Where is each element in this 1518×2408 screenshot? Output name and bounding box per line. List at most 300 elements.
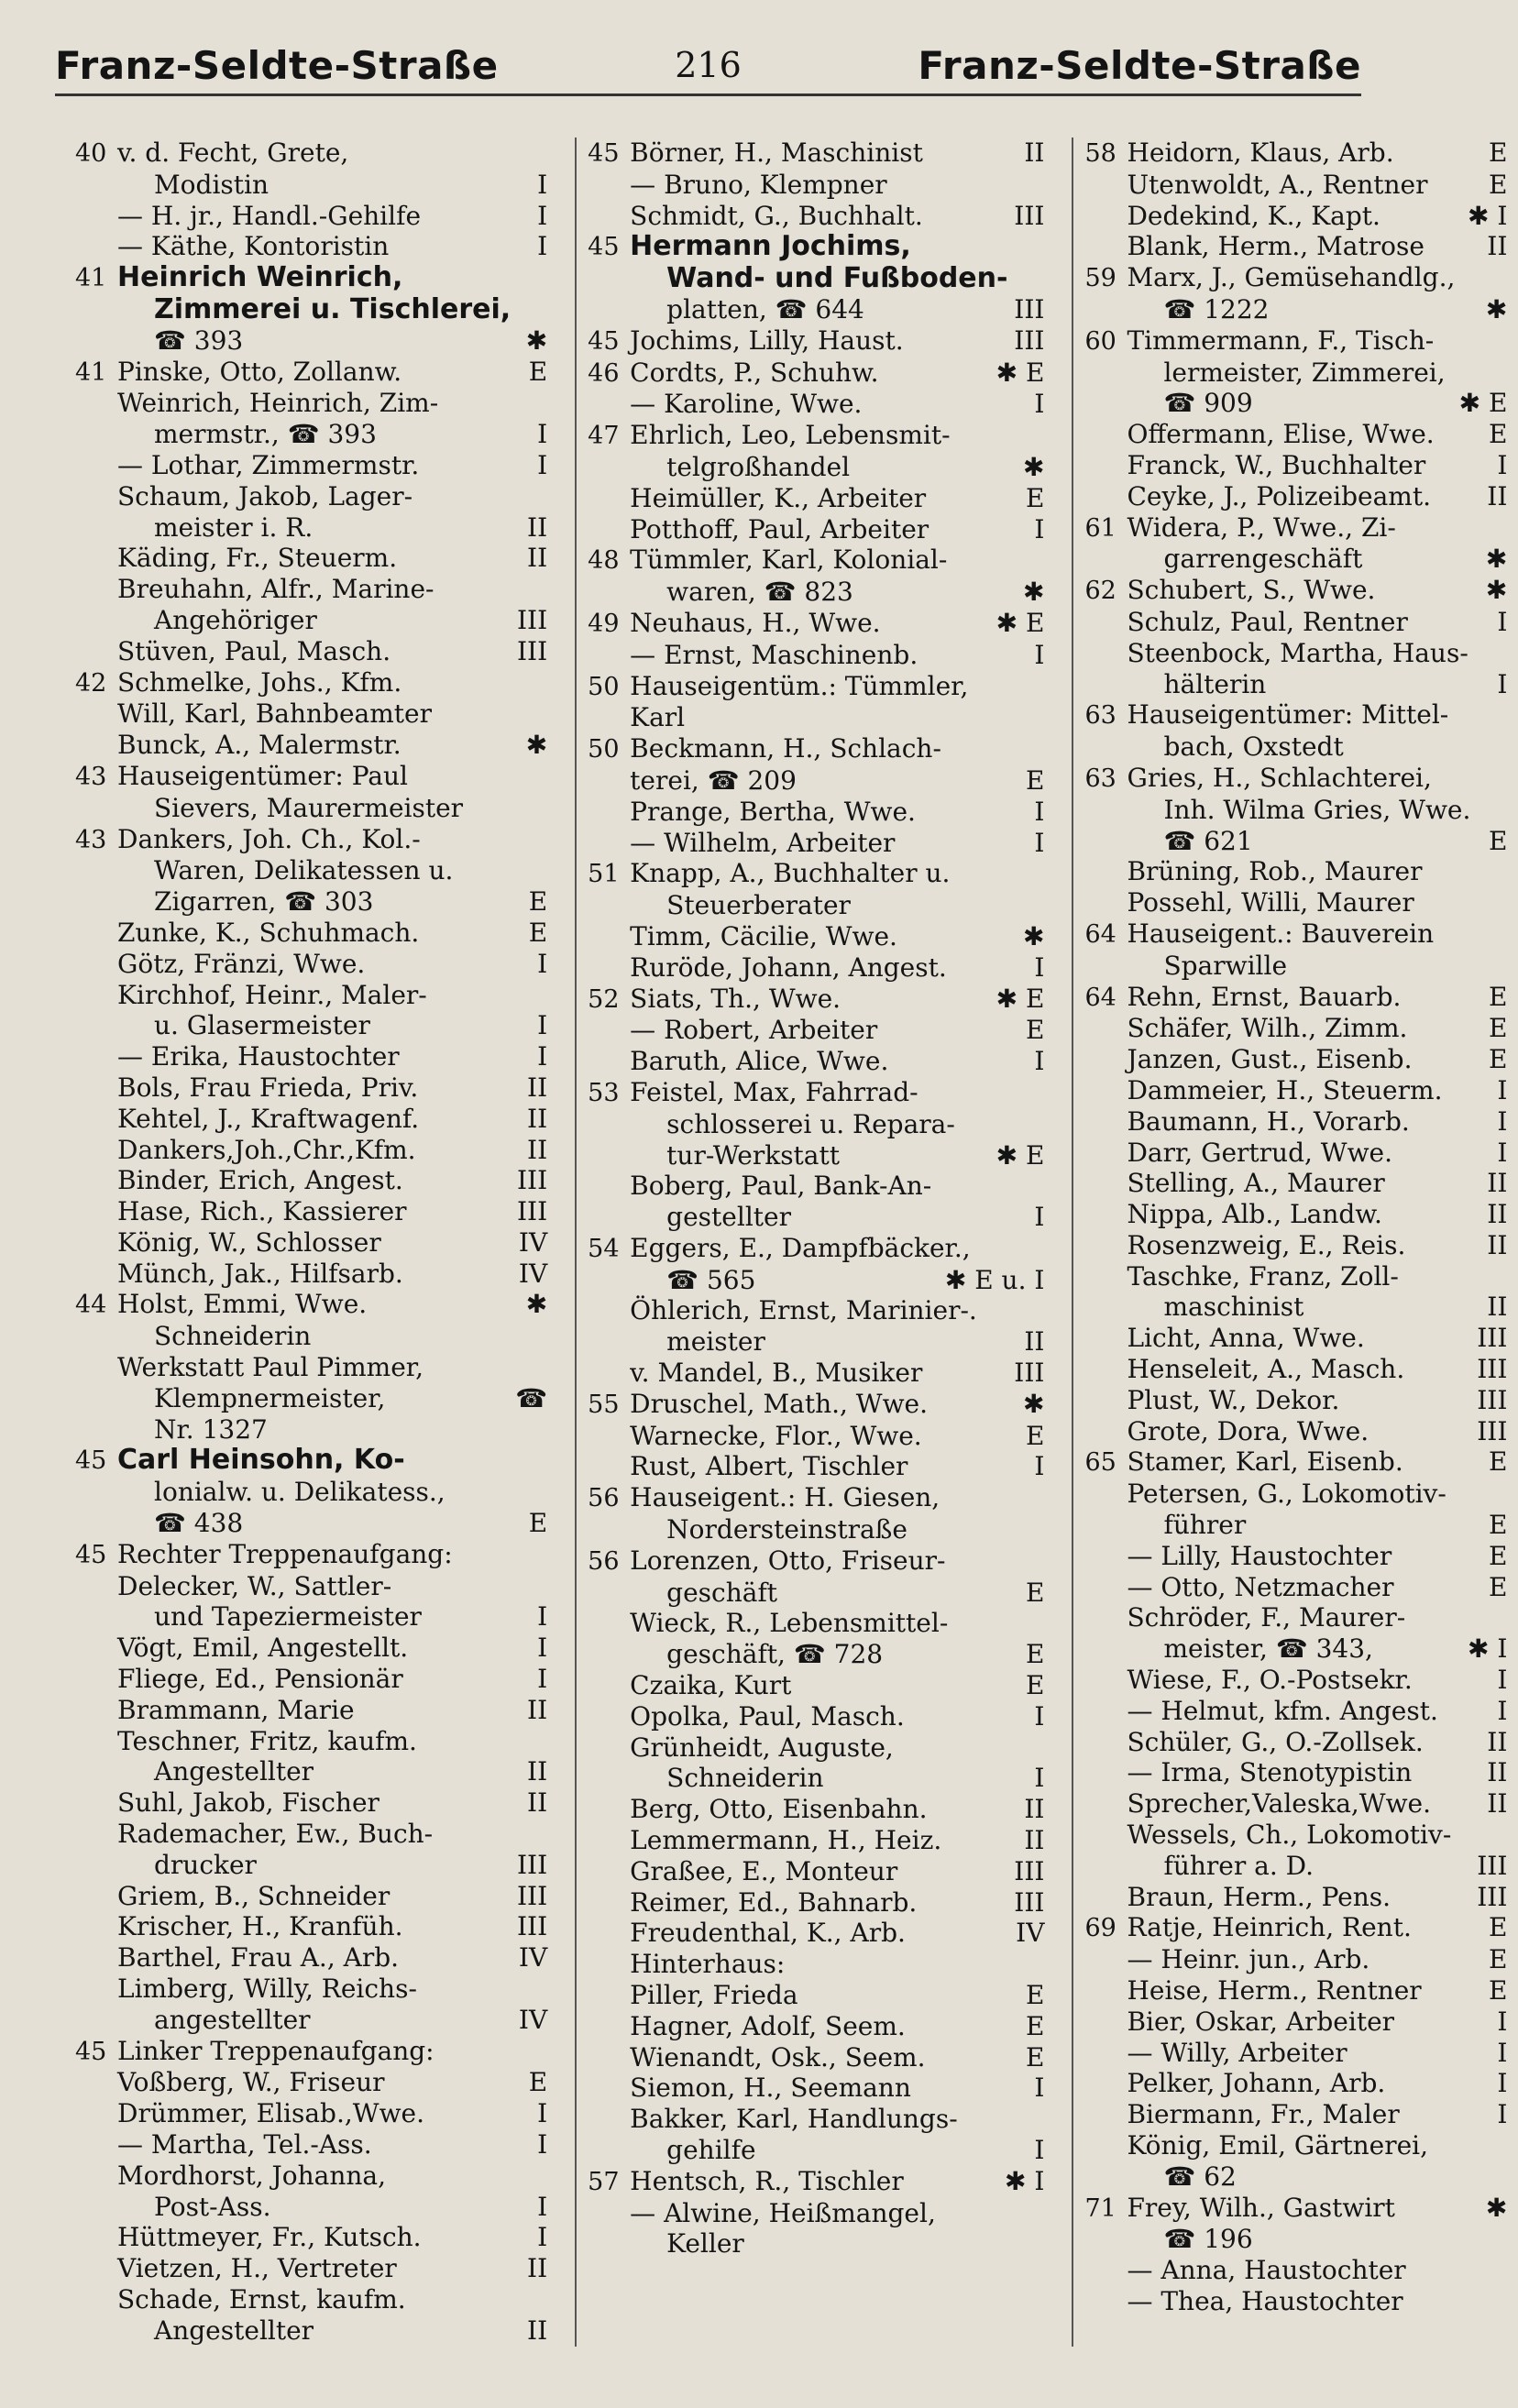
entry-text: Post-Ass.	[154, 2191, 271, 2222]
entry-row	[75, 2253, 547, 2284]
floor-mark: ✱	[1022, 577, 1045, 608]
entry-text: Ruröde, Johann, Angest.	[630, 951, 947, 983]
entry-row	[75, 2192, 547, 2223]
entry-text: Timm, Cäcilie, Wwe.	[630, 920, 897, 951]
entry-text: geschäft, ☎ 728	[666, 1639, 884, 1670]
entry-text: Barthel, Frau A., Arb.	[117, 1942, 400, 1974]
entry-text: Piller, Frieda	[630, 1980, 798, 2011]
house-number: 48	[588, 546, 620, 576]
floor-mark: ✱	[525, 324, 548, 356]
floor-mark: I	[1497, 1137, 1508, 1168]
entry-row	[588, 1046, 1044, 1077]
entry-text: Baumann, H., Vorarb.	[1127, 1105, 1410, 1137]
entry-text: Hase, Rich., Kassierer	[117, 1196, 407, 1227]
entry-row	[588, 544, 1044, 577]
house-number: 55	[588, 1390, 620, 1419]
entry-row	[75, 2098, 547, 2129]
entry-row	[588, 797, 1044, 828]
entry-text: — H. jr., Handl.-Gehilfe	[117, 200, 422, 231]
entry-text: Hauseigentüm.: Tümmler,	[630, 670, 969, 701]
entry-row	[75, 1135, 547, 1166]
house-number: 49	[588, 609, 620, 638]
entry-row	[588, 1482, 1044, 1514]
entry-row	[1084, 1446, 1507, 1479]
floor-mark: E	[528, 356, 548, 387]
floor-mark: E	[1026, 482, 1045, 513]
floor-mark: E	[1488, 1571, 1508, 1602]
entry-row	[1084, 419, 1507, 450]
entry-row	[1084, 2161, 1507, 2193]
floor-mark: I	[1034, 951, 1045, 983]
entry-text: Schröder, F., Maurer-	[1127, 1602, 1406, 1633]
entry-row	[1084, 856, 1507, 887]
entry-text: drucker	[154, 1849, 257, 1880]
entry-row	[1084, 1882, 1507, 1913]
entry-row	[1084, 1479, 1507, 1510]
floor-mark: E	[1488, 137, 1508, 168]
entry-row	[588, 1578, 1044, 1609]
house-number: 71	[1084, 2194, 1116, 2223]
entry-text: Hauseigent.: H. Giesen,	[630, 1482, 940, 1513]
entry-row	[75, 574, 547, 605]
entry-row	[1084, 1944, 1507, 1975]
entry-text: Heidorn, Klaus, Arb.	[1127, 137, 1394, 168]
entry-row	[75, 1601, 547, 1633]
entry-text: Schaum, Jakob, Lager-	[117, 480, 413, 511]
floor-mark: E	[528, 917, 548, 948]
entry-text: Knapp, A., Buchhalter u.	[630, 858, 951, 889]
entry-row	[1084, 2007, 1507, 2038]
entry-text: Drümmer, Elisab.,Wwe.	[117, 2098, 425, 2129]
page-number: 216	[675, 45, 742, 85]
entry-row	[75, 1445, 547, 1477]
entry-text: Voßberg, W., Friseur	[117, 2067, 385, 2098]
entry-text: telgroßhandel	[666, 451, 851, 482]
entry-text: Opolka, Paul, Masch.	[630, 1700, 905, 1732]
entry-row	[1084, 1354, 1507, 1385]
entry-row	[588, 2198, 1044, 2229]
floor-mark: III	[516, 604, 548, 635]
entry-text: Tümmler, Karl, Kolonial-	[630, 544, 948, 576]
entry-text: Siats, Th., Wwe.	[630, 983, 842, 1014]
entry-text: Angestellter	[154, 1756, 314, 1787]
entry-row	[1084, 826, 1507, 857]
entry-row	[1084, 1757, 1507, 1788]
entry-text: Hagner, Adolf, Seem.	[630, 2010, 906, 2041]
entry-text: Wessels, Ch., Lokomotiv-	[1127, 1820, 1452, 1851]
floor-mark: III	[1014, 200, 1045, 231]
entry-row	[75, 201, 547, 232]
entry-row	[588, 858, 1044, 890]
entry-row	[1084, 1199, 1507, 1230]
floor-mark: I	[537, 200, 548, 231]
entry-text: — Erika, Haustochter	[117, 1041, 400, 1072]
entry-row	[588, 921, 1044, 952]
entry-text: Heimüller, K., Arbeiter	[630, 482, 927, 513]
entry-text: Neuhaus, H., Wwe.	[630, 607, 881, 638]
entry-text: Reimer, Ed., Bahnarb.	[630, 1886, 918, 1918]
floor-mark: ✱ E	[996, 607, 1045, 638]
entry-text: führer	[1163, 1510, 1247, 1541]
entry-text: Vögt, Emil, Angestellt.	[117, 1633, 409, 1664]
floor-mark: I	[1034, 796, 1045, 827]
entry-text: terei, ☎ 209	[630, 764, 797, 796]
floor-mark: E	[1488, 169, 1508, 200]
entry-text: Warnecke, Flor., Wwe.	[630, 1420, 922, 1451]
entry-text: Nr. 1327	[154, 1413, 268, 1445]
entry-text: — Karoline, Wwe.	[630, 389, 863, 420]
entry-row	[75, 855, 547, 886]
entry-row	[1084, 575, 1507, 607]
entry-row	[588, 1077, 1044, 1109]
entry-row	[1084, 1665, 1507, 1696]
entry-row	[1084, 982, 1507, 1014]
floor-mark: III	[1014, 1855, 1045, 1886]
floor-mark: II	[527, 2315, 548, 2346]
floor-mark: I	[537, 1010, 548, 1041]
floor-mark: II	[1024, 1825, 1045, 1856]
entry-text: Dankers, Joh. Ch., Kol.-	[117, 823, 421, 854]
entry-text: Käding, Fr., Steuerm.	[117, 543, 398, 574]
entry-row	[1084, 357, 1507, 389]
floor-mark: E	[1026, 1577, 1045, 1608]
entry-row	[588, 1856, 1044, 1887]
floor-mark: II	[1487, 1229, 1508, 1260]
floor-mark: E	[1026, 1015, 1045, 1046]
house-number: 63	[1084, 764, 1116, 793]
entry-row	[75, 450, 547, 481]
house-number: 58	[1084, 139, 1116, 168]
entry-text: — Heinr. jun., Arb.	[1127, 1944, 1370, 1975]
entry-row	[1084, 1541, 1507, 1572]
entry-text: lonialw. u. Delikatess.,	[154, 1477, 446, 1508]
entry-text: — Willy, Arbeiter	[1127, 2037, 1348, 2068]
entry-text: Weinrich, Heinrich, Zim-	[117, 388, 439, 419]
entry-text: Beckmann, H., Schlach-	[630, 733, 941, 764]
entry-row	[1084, 1696, 1507, 1727]
entry-text: Stelling, A., Maurer	[1127, 1168, 1385, 1199]
house-number: 62	[1084, 577, 1116, 606]
floor-mark: E	[1026, 764, 1045, 796]
entry-text: Wiese, F., O.-Postsekr.	[1127, 1665, 1413, 1696]
floor-mark: IV	[518, 1226, 548, 1258]
entry-text: Krischer, H., Kranfüh.	[117, 1911, 403, 1942]
entry-text: ☎ 621	[1163, 825, 1253, 856]
house-number: 45	[75, 2037, 107, 2066]
entry-text: Schäfer, Wilh., Zimm.	[1127, 1013, 1408, 1044]
entry-text: Possehl, Willi, Maurer	[1127, 887, 1414, 918]
entry-text: waren, ☎ 823	[666, 577, 853, 608]
floor-mark: ✱ I	[1467, 1633, 1508, 1665]
floor-mark: I	[537, 1664, 548, 1695]
entry-text: führer a. D.	[1163, 1850, 1314, 1881]
entry-row	[1084, 669, 1507, 700]
floor-mark: II	[1024, 1794, 1045, 1825]
entry-row	[1084, 918, 1507, 951]
entry-row	[588, 1949, 1044, 1980]
entry-row	[1084, 1510, 1507, 1541]
entry-row	[588, 389, 1044, 420]
entry-row	[1084, 607, 1507, 638]
floor-mark: I	[537, 449, 548, 480]
entry-row	[75, 1227, 547, 1259]
entry-text: meister i. R.	[154, 511, 314, 543]
floor-mark: E	[528, 886, 548, 918]
entry-text: Baruth, Alice, Wwe.	[630, 1046, 889, 1077]
column-3	[1072, 137, 1518, 2347]
entry-text: — Irma, Stenotypistin	[1127, 1757, 1413, 1788]
entry-row	[588, 1887, 1044, 1919]
entry-text: Ceyke, J., Polizeibeamt.	[1127, 480, 1431, 511]
entry-text: — Helmut, kfm. Angest.	[1127, 1695, 1438, 1726]
entry-text: Lorenzen, Otto, Friseur-	[630, 1545, 946, 1576]
entry-text: König, Emil, Gärtnerei,	[1127, 2130, 1429, 2161]
floor-mark: III	[1477, 1881, 1508, 1912]
entry-text: Suhl, Jakob, Fischer	[117, 1787, 380, 1819]
entry-row	[75, 918, 547, 949]
floor-mark: III	[516, 1196, 548, 1227]
entry-row	[75, 1633, 547, 1664]
house-number: 69	[1084, 1914, 1116, 1943]
floor-mark: E	[1488, 1510, 1508, 1541]
floor-mark: ✱	[1485, 544, 1508, 575]
floor-mark: ✱	[1485, 293, 1508, 324]
entry-row	[1084, 763, 1507, 795]
entry-text: Angestellter	[154, 2315, 314, 2346]
entry-text: Berg, Otto, Eisenbahn.	[630, 1794, 928, 1825]
entry-row	[588, 1514, 1044, 1545]
floor-mark: II	[1487, 231, 1508, 262]
house-number: 46	[588, 358, 620, 388]
entry-row	[1084, 2068, 1507, 2099]
entry-row	[75, 636, 547, 667]
entry-row	[75, 1196, 547, 1227]
floor-mark: I	[1497, 668, 1508, 699]
entry-text: Hauseigentümer: Paul	[117, 760, 408, 791]
entry-row	[588, 231, 1044, 263]
entry-text: Nippa, Alb., Landw.	[1127, 1199, 1382, 1230]
entry-row	[75, 231, 547, 262]
entry-row	[1084, 201, 1507, 232]
entry-row	[588, 137, 1044, 170]
entry-row	[1084, 1385, 1507, 1416]
entry-text: Jochims, Lilly, Haust.	[630, 324, 904, 356]
entry-row	[588, 1451, 1044, 1482]
entry-text: Modistin	[154, 169, 270, 200]
floor-mark: III	[516, 635, 548, 666]
floor-mark: E	[1026, 1670, 1045, 1701]
floor-mark: E	[1488, 1540, 1508, 1571]
entry-row	[588, 1763, 1044, 1794]
floor-mark: III	[1014, 1358, 1045, 1389]
entry-text: Gries, H., Schlachterei,	[1127, 762, 1432, 793]
house-number: 50	[588, 735, 620, 764]
entry-text: Freudenthal, K., Arb.	[630, 1918, 906, 1949]
floor-mark: I	[1034, 639, 1045, 670]
entry-row	[75, 1881, 547, 1912]
entry-text: — Martha, Tel.-Ass.	[117, 2129, 372, 2160]
entry-text: — Ernst, Maschinenb.	[630, 639, 918, 670]
entry-text: Rosenzweig, E., Reis.	[1127, 1229, 1406, 1260]
street-title-right: Franz-Seldte-Straße	[918, 42, 1361, 88]
entry-row	[588, 577, 1044, 608]
entry-text: ☎ 196	[1163, 2224, 1253, 2255]
entry-row	[588, 452, 1044, 483]
floor-mark: II	[1487, 1726, 1508, 1757]
entry-text: Hüttmeyer, Fr., Kutsch.	[117, 2222, 422, 2253]
entry-row	[75, 1942, 547, 1974]
entry-text: Hauseigent.: Bauverein	[1127, 918, 1435, 949]
floor-mark: I	[1497, 1105, 1508, 1137]
entry-row	[588, 1825, 1044, 1856]
entry-text: maschinist	[1163, 1292, 1304, 1323]
entry-row	[588, 2135, 1044, 2166]
entry-row	[588, 263, 1044, 294]
entry-row	[1084, 388, 1507, 419]
entry-text: Feistel, Max, Fahrrad-	[630, 1076, 918, 1107]
page-header	[55, 37, 1361, 96]
floor-mark: I	[1497, 606, 1508, 637]
house-number: 45	[75, 1540, 107, 1569]
entry-row	[75, 2067, 547, 2098]
floor-mark: ✱	[1022, 1388, 1045, 1419]
floor-mark: E	[1488, 1944, 1508, 1975]
entry-text: Taschke, Franz, Zoll-	[1127, 1260, 1399, 1292]
entry-text: Teschner, Fritz, kaufm.	[117, 1725, 417, 1756]
floor-mark: I	[1034, 2135, 1045, 2165]
entry-row	[75, 1911, 547, 1942]
entry-text: Limberg, Willy, Reichs-	[117, 1974, 417, 2005]
entry-row	[1084, 1851, 1507, 1882]
entry-row	[1084, 1044, 1507, 1075]
entry-row	[75, 481, 547, 512]
entry-row	[75, 1414, 547, 1446]
entry-text: Bier, Oskar, Arbeiter	[1127, 2006, 1395, 2037]
entry-row	[588, 1639, 1044, 1670]
entry-row	[588, 1670, 1044, 1701]
entry-text: Bols, Frau Frieda, Priv.	[117, 1072, 419, 1103]
entry-row	[75, 1819, 547, 1850]
entry-text: Steuerberater	[666, 890, 851, 921]
entry-row	[75, 1010, 547, 1041]
house-number: 45	[75, 1446, 107, 1476]
entry-row	[75, 1974, 547, 2005]
entry-row	[588, 702, 1044, 733]
entry-text: Sparwille	[1163, 950, 1288, 981]
floor-mark: ✱ E	[996, 1139, 1045, 1171]
entry-text: Münch, Jak., Hilfsarb.	[117, 1258, 403, 1289]
entry-text: Wieck, R., Lebensmittel-	[630, 1608, 949, 1639]
entry-text: Dedekind, K., Kapt.	[1127, 200, 1380, 231]
entry-text: u. Glasermeister	[154, 1010, 370, 1041]
entry-row	[75, 1664, 547, 1695]
floor-mark: ✱	[525, 730, 548, 761]
floor-mark: IV	[1016, 1918, 1045, 1949]
entry-row	[75, 419, 547, 450]
entry-row	[588, 357, 1044, 390]
entry-text: Binder, Erich, Angest.	[117, 1165, 403, 1196]
floor-mark: II	[1487, 1199, 1508, 1230]
entry-text: — Thea, Haustochter	[1127, 2285, 1403, 2316]
floor-mark: II	[1487, 1788, 1508, 1820]
floor-mark: ✱ I	[1467, 200, 1508, 231]
entry-row	[75, 357, 547, 389]
entry-text: Inh. Wilma Gries, Wwe.	[1163, 794, 1471, 825]
entry-text: Breuhahn, Alfr., Marine-	[117, 574, 434, 605]
entry-row	[1084, 325, 1507, 357]
entry-row	[588, 2166, 1044, 2198]
entry-row	[75, 325, 547, 357]
floor-mark: E	[1488, 1013, 1508, 1044]
house-number: 43	[75, 825, 107, 854]
entry-text: — Lilly, Haustochter	[1127, 1540, 1392, 1571]
entry-text: Griem, B., Schneider	[117, 1880, 390, 1911]
entry-text: Franck, W., Buchhalter	[1127, 449, 1426, 480]
entry-row	[75, 543, 547, 574]
entry-row	[588, 608, 1044, 640]
entry-row	[588, 514, 1044, 545]
entry-row	[588, 952, 1044, 984]
entry-row	[1084, 544, 1507, 575]
entry-text: Pinske, Otto, Zollanw.	[117, 356, 402, 387]
entry-text: Sievers, Maurermeister	[154, 792, 464, 823]
floor-mark: I	[537, 419, 548, 450]
floor-mark: E	[1488, 981, 1508, 1012]
floor-mark: I	[1034, 827, 1045, 858]
floor-mark: I	[1034, 1202, 1045, 1233]
entry-row	[588, 483, 1044, 514]
entry-row	[588, 2104, 1044, 2135]
floor-mark: E	[1026, 1639, 1045, 1670]
entry-text: v. Mandel, B., Musiker	[630, 1358, 923, 1389]
entry-row	[588, 2042, 1044, 2073]
entry-text: Schubert, S., Wwe.	[1127, 575, 1376, 606]
floor-mark: II	[527, 1072, 548, 1103]
floor-mark: E	[1026, 2010, 1045, 2041]
entry-row	[588, 1421, 1044, 1452]
entry-row	[588, 1202, 1044, 1233]
entry-text: Pelker, Johann, Arb.	[1127, 2068, 1386, 2099]
entry-text: Petersen, G., Lokomotiv-	[1127, 1479, 1446, 1510]
entry-row	[75, 1072, 547, 1104]
entry-row	[1084, 731, 1507, 763]
entry-row	[75, 761, 547, 793]
entry-text: Widera, P., Wwe., Zi-	[1127, 511, 1396, 543]
entry-text: Darr, Gertrud, Wwe.	[1127, 1137, 1393, 1168]
entry-row	[75, 1508, 547, 1539]
entry-row	[1084, 1975, 1507, 2007]
entry-row	[75, 1321, 547, 1352]
entry-text: Karl	[630, 702, 686, 733]
entry-row	[75, 730, 547, 761]
entry-row	[1084, 2130, 1507, 2161]
entry-row	[75, 1289, 547, 1321]
entry-row	[588, 640, 1044, 671]
floor-mark: I	[1497, 1074, 1508, 1105]
entry-row	[588, 201, 1044, 232]
floor-mark: I	[1034, 2073, 1045, 2104]
entry-text: Hermann Jochims,	[630, 230, 911, 263]
floor-mark: ✱ E	[996, 983, 1045, 1014]
entry-row	[75, 824, 547, 856]
floor-mark: ✱	[1022, 451, 1045, 482]
entry-row	[1084, 1820, 1507, 1851]
entry-text: Schmelke, Johs., Kfm.	[117, 666, 402, 698]
entry-text: — Käthe, Kontoristin	[117, 231, 390, 262]
entry-row	[75, 2161, 547, 2192]
house-number: 54	[588, 1234, 620, 1263]
house-number: 60	[1084, 326, 1116, 356]
